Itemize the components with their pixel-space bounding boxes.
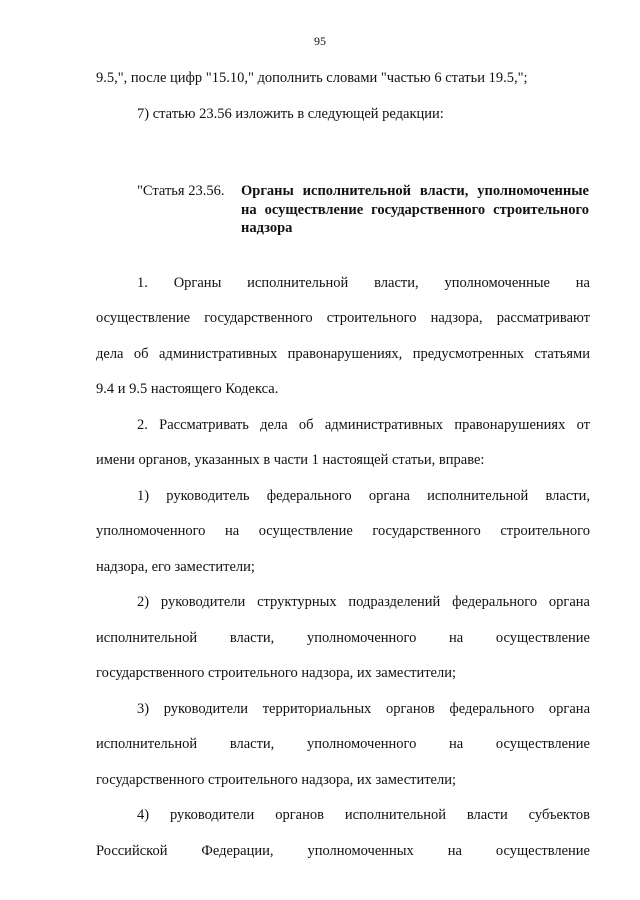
text-line: надзора, его заместители; (96, 558, 255, 575)
article-number: "Статья 23.56. (137, 183, 225, 199)
text-line: 1) руководитель федерального органа исполнительной власти, (137, 487, 590, 504)
text-line: уполномоченного на осуществление государственного строительного (96, 523, 590, 539)
text-line: исполнительной власти, уполномоченного на осуществление (96, 736, 590, 752)
title-line: на осуществление государственного строительного (241, 201, 589, 218)
text-line: 4) руководители органов исполнительной власти субъектов (137, 807, 590, 823)
text-line: исполнительной власти, уполномоченного на осуществление (96, 629, 590, 646)
title-line: Органы исполнительной власти, уполномоченные (241, 183, 589, 199)
text-line: 1. Органы исполнительной власти, уполномоченные на (137, 274, 590, 291)
paragraph-sub-3 (96, 692, 590, 799)
text-line: Российской Федерации, уполномоченных на осуществление (96, 842, 590, 859)
article-heading (96, 182, 590, 238)
text-line: государственного строительного надзора, их заместители; (96, 771, 457, 788)
paragraph-sub-2 (96, 585, 590, 692)
document-body (96, 61, 590, 869)
article-title (241, 182, 589, 238)
text-line: 2) руководители структурных подразделений федерального органа (137, 594, 590, 610)
paragraph-part-1 (96, 266, 590, 408)
text-line: 3) руководители территориальных органов федерального органа (137, 700, 590, 717)
paragraph-continuation (96, 61, 590, 97)
text-line: имени органов, указанных в части 1 настоящей статьи, вправе: (96, 452, 485, 468)
text-line: государственного строительного надзора, их заместители; (96, 665, 457, 681)
text-line: 9.4 и 9.5 настоящего Кодекса. (96, 381, 279, 397)
page-number: 95 (314, 34, 326, 48)
paragraph-sub-4 (96, 798, 590, 869)
title-line: надзора (241, 220, 293, 236)
text-line: 9.5,", после цифр "15.10," дополнить словами "частью 6 статьи 19.5,"; (96, 70, 528, 86)
paragraph-part-2 (96, 408, 590, 479)
text-line: 7) статью 23.56 изложить в следующей редакции: (137, 105, 444, 122)
text-line: осуществление государственного строительного надзора, рассматривают (96, 310, 590, 326)
text-line: 2. Рассматривать дела об административных правонарушениях от (137, 416, 590, 433)
paragraph-item-7 (96, 97, 590, 133)
paragraph-sub-1 (96, 479, 590, 586)
text-line: дела об административных правонарушениях, предусмотренных статьями (96, 345, 590, 362)
